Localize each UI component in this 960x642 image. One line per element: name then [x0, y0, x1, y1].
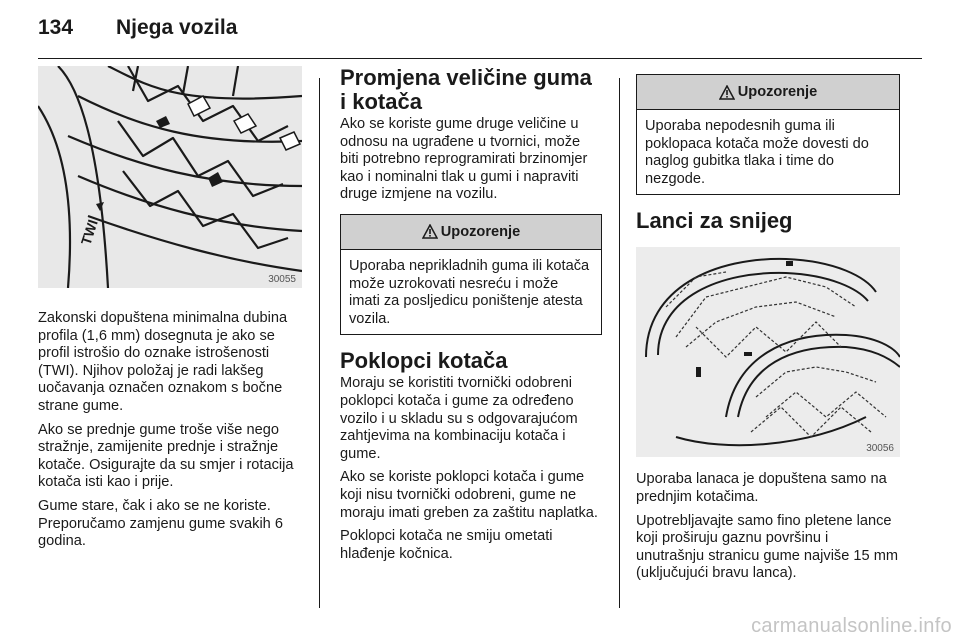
paragraph: Ako se koriste poklopci kotača i gume koji nisu tvornički odobreni, gume ne moraju imati greben za zaštitu naplatka. [340, 469, 598, 521]
figure-number: 30056 [866, 443, 894, 455]
paragraph: Ako se prednje gume troše više nego stražnje, zamijenite prednje i stražnje kotače. Osigurajte da su smjer i rotacija kotača isti kao i prije. [38, 421, 294, 491]
paragraph: Ako se koriste gume druge veličine u odnosu na ugrađene u tvornici, može biti potrebno reprogramirati brzinomjer kao i nominalni tlak u gumi i napraviti druge izmjene na vozilu. [340, 116, 588, 203]
warning-text: Uporaba neprikladnih guma ili kotača može uzrokovati nesreću i može imati za posljedicu poništenje atesta vozila. [349, 257, 590, 327]
warning-box [340, 214, 602, 335]
paragraph: Gume stare, čak i ako se ne koriste. Preporučamo zamjenu gume svakih 6 godina. [38, 497, 283, 550]
section-heading: Lanci za snijeg [636, 208, 793, 234]
paragraph: Upotrebljavajte samo fino pletene lance koji proširuju gaznu površinu i unutrašnju stranicu gume najviše 15 mm (uključujući bravu lanca). [636, 512, 899, 582]
warning-header [341, 215, 601, 250]
warning-title: Upozorenje [737, 84, 818, 100]
tire-tread-illustration [38, 66, 302, 288]
page-number: 134 [38, 16, 74, 39]
tread-wear-figure [38, 66, 302, 288]
snow-chain-figure [636, 247, 900, 457]
column-divider [619, 78, 620, 608]
column-middle [340, 66, 602, 569]
figure-number: 30055 [268, 274, 296, 285]
paragraph: Poklopci kotača ne smiju ometati hlađenje kočnica. [340, 528, 553, 562]
warning-text: Uporaba nepodesnih guma ili poklopaca kotača može dovesti do naglog gubitka tlaka i time do nezgode. [645, 118, 869, 187]
paragraph: Moraju se koristiti tvornički odobreni poklopci kotača i gume za određeno vozilo i u skladu su s odgovarajućom zahtjevima na kombinaciju kotača i gume. [340, 375, 578, 462]
warning-header [637, 75, 899, 110]
warning-box [636, 74, 900, 195]
column-left [38, 66, 302, 557]
warning-triangle-icon [719, 85, 735, 100]
warning-title: Upozorenje [440, 223, 521, 240]
svg-text:TWI: TWI [77, 217, 101, 247]
header-rule [38, 58, 922, 59]
page-title: Njega vozila [116, 16, 238, 39]
paragraph: Uporaba lanaca je dopuštena samo na prednjim kotačima. [636, 471, 887, 505]
column-divider [319, 78, 320, 608]
section-heading: Poklopci kotača [340, 348, 508, 374]
column-right [636, 66, 900, 589]
warning-triangle-icon [422, 224, 438, 239]
snow-chain-illustration [636, 247, 900, 457]
section-heading: Promjena veličine guma i kotača [340, 65, 592, 114]
watermark: carmanualsonline.info [751, 615, 952, 637]
paragraph: Zakonski dopuštena minimalna dubina profila (1,6 mm) dosegnuta je ako se profil istrošio do oznake istrošenosti (TWI). Njihov položaj je radi lakšeg uočavanja označen oznakom s bočne strane gume. [38, 310, 288, 414]
